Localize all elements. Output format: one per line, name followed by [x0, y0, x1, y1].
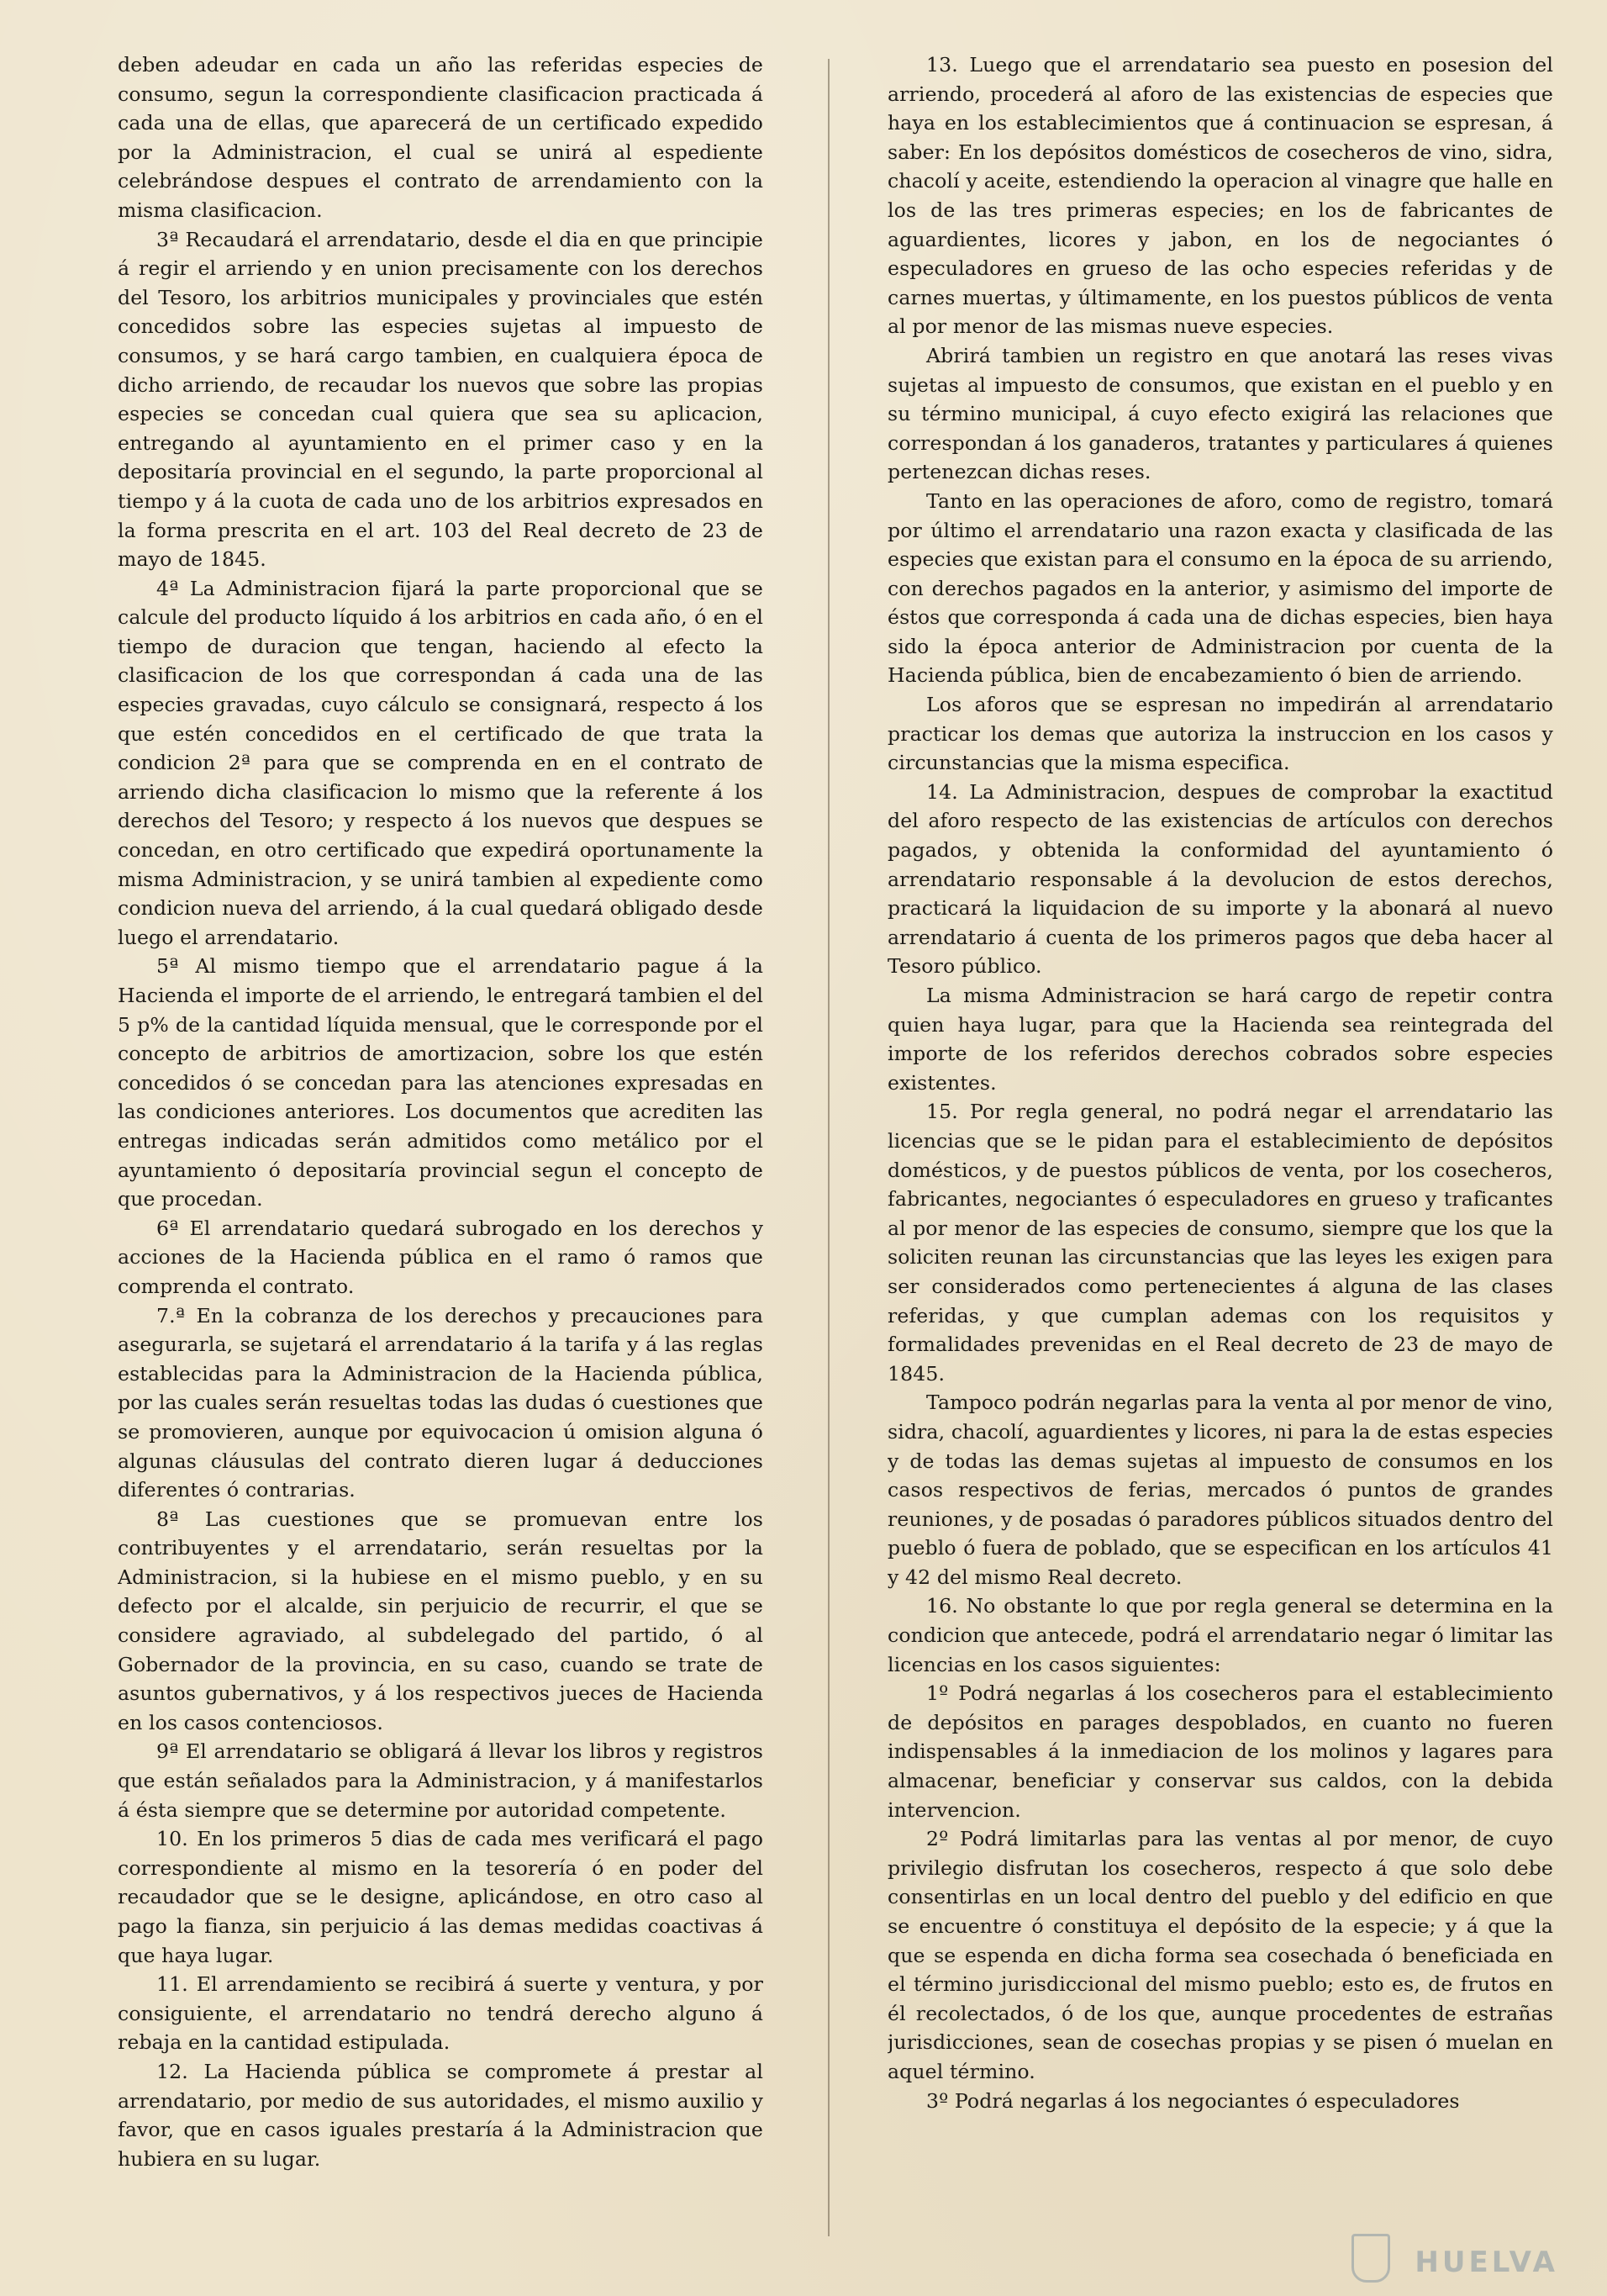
paragraph: Tampoco podrán negarlas para la venta al por menor de vino, sidra, chacolí, aguardientes y licores, ni para la de estas especies y de todas las demas sujetas al impuesto de consumos en los casos respectivos de ferias, mercados ó puntos de grandes reuniones, y de posadas ó paradores públicos situados dentro del pueblo ó fuera de poblado, que se especifican en los artículos 41 y 42 del mismo Real decreto. — [888, 1391, 1553, 1589]
paragraph: 12. La Hacienda pública se compromete á prestar al arrendatario, por medio de sus autoridades, el mismo auxilio y favor, que en casos iguales prestaría á la Administracion que hubiera en su lugar. — [118, 2059, 763, 2171]
paragraph: Los aforos que se espresan no impedirán al arrendatario practicar los demas que autoriza la instruccion en los casos y circunstancias que la misma especifica. — [888, 693, 1553, 775]
paragraph: 6ª El arrendatario quedará subrogado en los derechos y acciones de la Hacienda pública en el ramo ó ramos que comprenda el contrato. — [118, 1216, 763, 1298]
paragraph: 5ª Al mismo tiempo que el arrendatario pague á la Hacienda el importe de el arriendo, le entregará tambien el del 5 p% de la cantidad líquida mensual, que le corresponde por el concepto de arbitrios de amortizacion, sobre los que estén concedidos ó se concedan para las atenciones expresadas en las condiciones anteriores. Los documentos que acrediten las entregas indicadas serán admitidos como metálico por el ayuntamiento ó depositaría provincial segun el concepto de que procedan. — [118, 954, 763, 1211]
paragraph: deben adeudar en cada un año las referidas especies de consumo, segun la correspondiente clasificacion practicada á cada una de ellas, que aparecerá de un certificado expedido por la Administracion, el cual se unirá al espediente celebrándose despues el contrato de arrendamiento con la misma clasificacion. — [118, 53, 763, 222]
paragraph: 13. Luego que el arrendatario sea puesto en posesion del arriendo, procederá al aforo de las existencias de especies que haya en los establecimientos que á continuacion se espresan, á saber: En los depósitos domésticos de cosecheros de vino, sidra, chacolí y aceite, estendiendo la operacion al vinagre que halle en los de las tres primeras especies; en los de fabricantes de aguardientes, licores y jabon, en los de negociantes ó especuladores en grueso de las ocho especies referidas y de carnes muertas, y últimamente, en los puestos públicos de venta al por menor de las mismas nueve especies. — [888, 53, 1553, 339]
library-stamp — [1365, 2229, 1558, 2288]
right-column — [888, 50, 1553, 2253]
paragraph: 16. No obstante lo que por regla general se determina en la condicion que antecede, podrá el arrendatario negar ó limitar las licencias en los casos siguientes: — [888, 1594, 1553, 1676]
stamp-text: HUELVA — [1415, 2246, 1558, 2279]
paragraph: 1º Podrá negarlas á los cosecheros para el establecimiento de depósitos en parages despoblados, en cuanto no fueren indispensables á la inmediacion de los molinos y lagares para almacenar, beneficiar y conservar sus caldos, con la debida intervencion. — [888, 1681, 1553, 1822]
paragraph: 14. La Administracion, despues de comprobar la exactitud del aforo respecto de las existencias de artículos con derechos pagados, y obtenida la conformidad del ayuntamiento ó arrendatario responsable á la devolucion de estos derechos, practicará la liquidacion de su importe y la abonará al nuevo arrendatario á cuenta de los primeros pagos que deba hacer al Tesoro público. — [888, 779, 1553, 979]
paragraph: 15. Por regla general, no podrá negar el arrendatario las licencias que se le pidan para el establecimiento de depósitos domésticos, y de puestos públicos de venta, por los cosecheros, fabricantes, negociantes ó especuladores en grueso y traficantes al por menor de las especies de consumo, siempre que los que la soliciten reunan las circunstancias que las leyes les exigen para ser considerados como pertenecientes á alguna de las clases referidas, y que cumplan ademas con los requisitos y formalidades prevenidas en el Real decreto de 23 de mayo de 1845. — [888, 1100, 1553, 1386]
paragraph: Abrirá tambien un registro en que anotará las reses vivas sujetas al impuesto de consumos, que existan en el pueblo y en su término municipal, á cuyo efecto exigirá las relaciones que correspondan á los ganaderos, tratantes y particulares á quienes pertenezcan dichas reses. — [888, 343, 1553, 484]
left-column — [118, 50, 763, 2253]
paragraph: 3º Podrá negarlas á los negociantes ó especuladores — [926, 2088, 1460, 2113]
paragraph: 9ª El arrendatario se obligará á llevar los libros y registros que están señalados para la Administracion, y á manifestarlos á ésta siempre que se determine por autoridad competente. — [118, 1739, 763, 1822]
paragraph: 10. En los primeros 5 dias de cada mes verificará el pago correspondiente al mismo en la tesorería ó en poder del recaudador que se le designe, aplicándose, en otro caso al pago la fianza, sin perjuicio á las demas medidas coactivas á que haya lugar. — [118, 1827, 763, 1967]
paragraph: 3ª Recaudará el arrendatario, desde el dia en que principie á regir el arriendo y en union precisamente con los derechos del Tesoro, los arbitrios municipales y provinciales que estén concedidos sobre las especies sujetas al impuesto de consumos, y se hará cargo tambien, en cualquiera época de dicho arriendo, de recaudar los nuevos que sobre las propias especies se concedan cual quiera que sea su aplicacion, entregando al ayuntamiento en el primer caso y en la depositaría provincial en el segundo, la parte proporcional al tiempo y á la cuota de cada uno de los arbitrios expresados en la forma prescrita en el art. 103 del Real decreto de 23 de mayo de 1845. — [118, 227, 763, 572]
paragraph: 11. El arrendamiento se recibirá á suerte y ventura, y por consiguiente, el arrendatario no tendrá derecho alguno á rebaja en la cantidad estipulada. — [118, 1972, 763, 2055]
paragraph: 7.ª En la cobranza de los derechos y precauciones para asegurarla, se sujetará el arrendatario á la tarifa y á las reglas establecidas para la Administracion de la Hacienda pública, por las cuales serán resueltas todas las dudas ó cuestiones que se promovieren, aunque por equivocacion ú omision alguna ó algunas cláusulas del contrato dieren lugar á deducciones diferentes ó contrarias. — [118, 1303, 763, 1502]
paragraph: Tanto en las operaciones de aforo, como de registro, tomará por último el arrendatario una razon exacta y clasificada de las especies que existan para el consumo en la época de su arriendo, con derechos pagados en la anterior, y asimismo del importe de éstos que corresponda á cada una de dichas especies, bien haya sido la época anterior de Administracion por cuenta de la Hacienda pública, bien de encabezamiento ó bien de arriendo. — [888, 488, 1553, 688]
paragraph: 4ª La Administracion fijará la parte proporcional que se calcule del producto líquido á los arbitrios en cada año, ó en el tiempo de duracion que tengan, haciendo al efecto la clasificacion de los que correspondan á cada una de las especies gravadas, cuyo cálculo se consignará, respecto á los que estén concedidos en el certificado de que trata la condicion 2ª para que se comprenda en en el contrato de arriendo dicha clasificacion lo mismo que la referente á los derechos del Tesoro; y respecto á los nuevos que despues se concedan, en otro certificado que expedirá oportunamente la misma Administracion, y se unirá tambien al expediente como condicion nueva del arriendo, á la cual quedará obligado desde luego el arrendatario. — [118, 576, 763, 949]
paragraph: La misma Administracion se hará cargo de repetir contra quien haya lugar, para que la Hacienda sea reintegrada del importe de los referidos derechos cobrados sobre especies existentes. — [888, 984, 1553, 1095]
shield-icon — [1351, 2234, 1390, 2283]
column-divider — [828, 59, 830, 2236]
paragraph: 8ª Las cuestiones que se promuevan entre los contribuyentes y el arrendatario, serán resueltas por la Administracion, si la hubiese en el mismo pueblo, y en su defecto por el alcalde, sin perjuicio de recurrir, el que se considere agraviado, al subdelegado del partido, ó al Gobernador de la provincia, en su caso, cuando se trate de asuntos gubernativos, y á los respectivos jueces de Hacienda en los casos contenciosos. — [118, 1507, 763, 1734]
paragraph: 2º Podrá limitarlas para las ventas al por menor, de cuyo privilegio disfrutan los cosecheros, respecto á que solo debe consentirlas en un local dentro del pueblo y del edificio en que se encuentre ó constituya el depósito de la especie; y á que la que se espenda en dicha forma sea cosechada ó beneficiada en el término jurisdiccional del mismo pueblo; esto es, de frutos en él recolectados, ó de los que, aunque procedentes de estrañas jurisdicciones, sean de cosechas propias y se pisen ó muelan en aquel término. — [888, 1827, 1553, 2083]
